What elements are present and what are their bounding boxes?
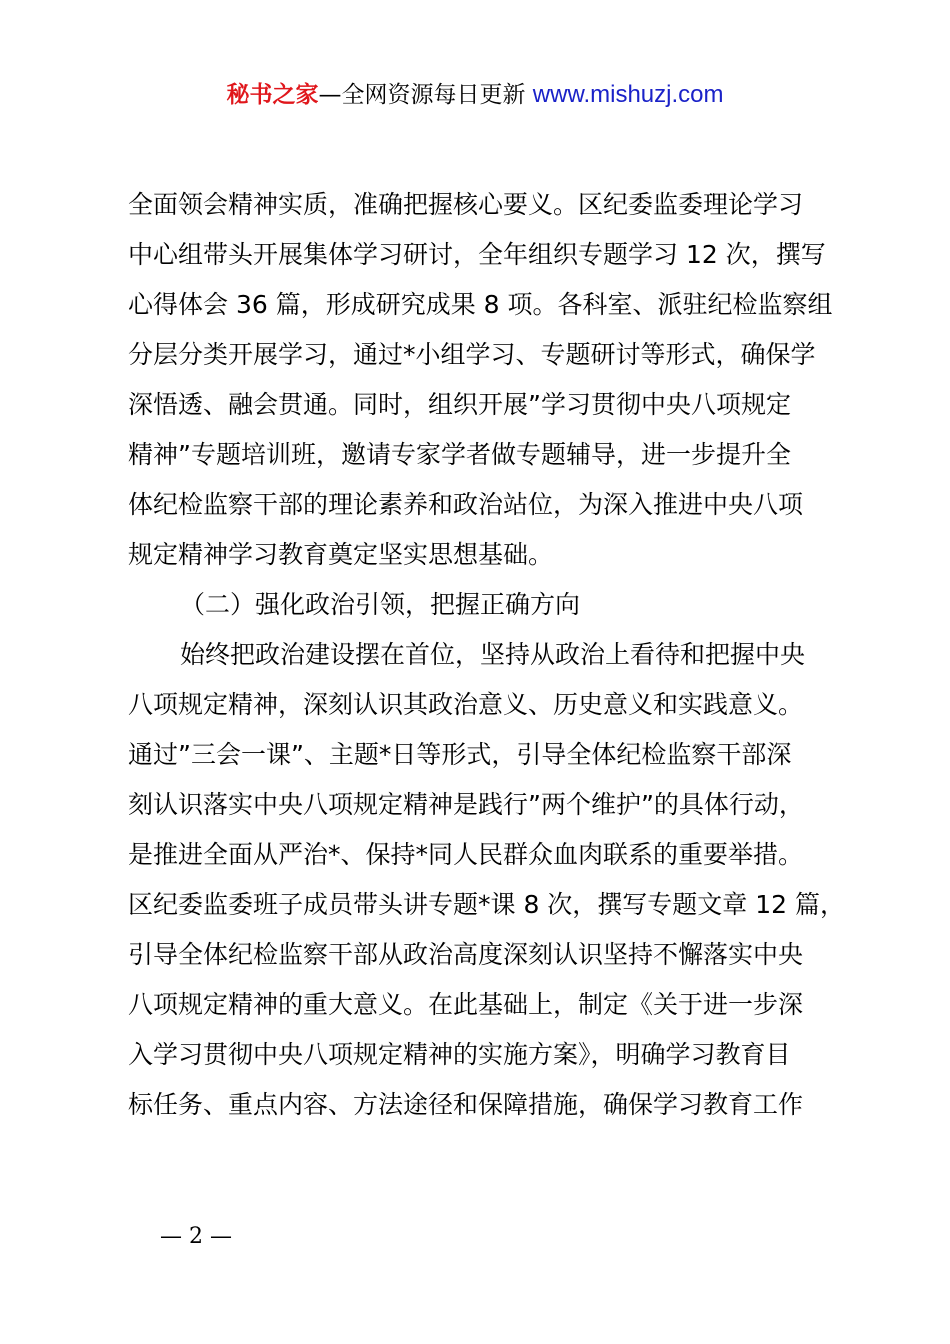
body-line: 标任务、重点内容、方法途径和保障措施，确保学习教育工作 — [128, 1090, 804, 1119]
document-body — [128, 180, 848, 1130]
body-line: 是推进全面从严治*、保持*同人民群众血肉联系的重要举措。 — [128, 840, 804, 869]
body-line: 全面领会精神实质，准确把握核心要义。区纪委监委理论学习 — [128, 190, 804, 219]
section-heading: （二）强化政治引领，把握正确方向 — [180, 590, 581, 619]
body-line: 始终把政治建设摆在首位，坚持从政治上看待和把握中央 — [180, 640, 806, 669]
site-header — [0, 78, 950, 112]
site-url[interactable]: www.mishuzj.com — [532, 81, 724, 108]
body-line: 通过”三会一课”、主题*日等形式，引导全体纪检监察干部深 — [128, 740, 792, 769]
page-number: — 2 — — [160, 1224, 232, 1249]
body-line: 深悟透、融会贯通。同时，组织开展”学习贯彻中央八项规定 — [128, 390, 791, 419]
body-line: 精神”专题培训班，邀请专家学者做专题辅导，进一步提升全 — [128, 440, 791, 469]
header-tagline: —全网资源每日更新 — [318, 82, 533, 108]
body-line: 中心组带头开展集体学习研讨，全年组织专题学习 12 次，撰写 — [128, 240, 826, 269]
body-line: 分层分类开展学习，通过*小组学习、专题研讨等形式，确保学 — [128, 340, 816, 369]
body-line: 区纪委监委班子成员带头讲专题*课 8 次，撰写专题文章 12 篇， — [128, 890, 846, 919]
body-line: 入学习贯彻中央八项规定精神的实施方案》，明确学习教育目 — [128, 1040, 791, 1069]
body-line: 规定精神学习教育奠定坚实思想基础。 — [128, 540, 554, 569]
brand-name: 秘书之家 — [226, 82, 319, 108]
body-line: 八项规定精神，深刻认识其政治意义、历史意义和实践意义。 — [128, 690, 804, 719]
body-line: 体纪检监察干部的理论素养和政治站位，为深入推进中央八项 — [128, 490, 804, 519]
body-line: 引导全体纪检监察干部从政治高度深刻认识坚持不懈落实中央 — [128, 940, 804, 969]
body-line: 心得体会 36 篇，形成研究成果 8 项。各科室、派驻纪检监察组 — [128, 290, 833, 319]
body-line: 刻认识落实中央八项规定精神是践行”两个维护”的具体行动， — [128, 790, 804, 819]
body-line: 八项规定精神的重大意义。在此基础上，制定《关于进一步深 — [128, 990, 804, 1019]
